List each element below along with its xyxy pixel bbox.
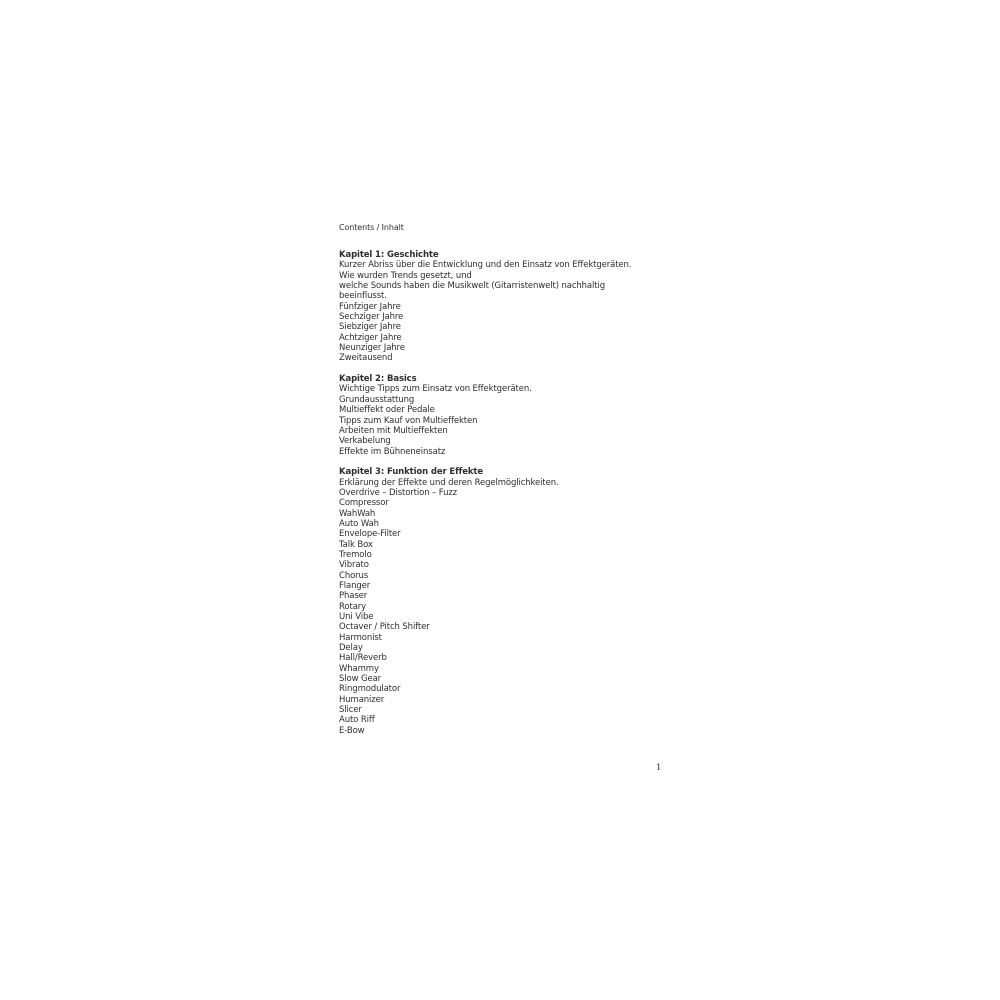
toc-line: Fünfziger Jahre xyxy=(339,301,401,312)
section-title: Kapitel 2: Basics xyxy=(339,374,417,385)
toc-line: Harmonist xyxy=(339,632,382,643)
toc-section-3 xyxy=(339,467,679,736)
toc-line: Multieffekt oder Pedale xyxy=(339,405,435,416)
toc-line: Siebziger Jahre xyxy=(339,322,401,333)
document-page xyxy=(339,0,679,1000)
toc-section-2 xyxy=(339,374,679,457)
toc-line: Whammy xyxy=(339,663,379,674)
toc-line: Zweitausend xyxy=(339,353,393,364)
toc-line: Auto Riff xyxy=(339,715,375,726)
toc-line: Sechziger Jahre xyxy=(339,312,404,323)
toc-line: welche Sounds haben die Musikwelt (Gitarristenwelt) nachhaltig xyxy=(339,281,605,292)
toc-line: Compressor xyxy=(339,498,389,509)
toc-line: Delay xyxy=(339,643,363,654)
toc-line: Wie wurden Trends gesetzt, und xyxy=(339,270,472,281)
toc-line: Chorus xyxy=(339,570,369,581)
toc-line: Kurzer Abriss über die Entwicklung und den Einsatz von Effektgeräten. xyxy=(339,260,632,271)
toc-line: Erklärung der Effekte und deren Regelmöglichkeiten. xyxy=(339,477,559,488)
section-title: Kapitel 1: Geschichte xyxy=(339,250,439,260)
toc-line: Vibrato xyxy=(339,560,369,571)
toc-line: Grundausstattung xyxy=(339,394,415,405)
toc-line: Arbeiten mit Multieffekten xyxy=(339,425,448,436)
toc-line: Tipps zum Kauf von Multieffekten xyxy=(339,415,478,426)
toc-line: Effekte im Bühneneinsatz xyxy=(339,446,446,457)
page-number: 1 xyxy=(656,763,662,773)
toc-header: Contents / Inhalt xyxy=(339,223,404,232)
toc-line: Wichtige Tipps zum Einsatz von Effektgeräten. xyxy=(339,384,532,395)
section-title: Kapitel 3: Funktion der Effekte xyxy=(339,467,483,478)
toc-sections xyxy=(339,250,679,747)
toc-line: Hall/Reverb xyxy=(339,653,387,664)
toc-line: Phaser xyxy=(339,591,368,602)
toc-line: Rotary xyxy=(339,601,367,612)
toc-line: Ringmodulator xyxy=(339,684,401,695)
toc-line: beeinflusst. xyxy=(339,291,387,302)
toc-line: Flanger xyxy=(339,581,371,591)
toc-line: Talk Box xyxy=(339,539,373,550)
toc-line: Auto Wah xyxy=(339,518,379,529)
toc-line: Uni Vibe xyxy=(339,612,374,623)
toc-line: WahWah xyxy=(339,508,376,519)
toc-line: Verkabelung xyxy=(339,436,391,447)
toc-line: Slow Gear xyxy=(339,674,382,685)
toc-line: Tremolo xyxy=(339,549,372,560)
toc-line: Achtziger Jahre xyxy=(339,332,402,343)
toc-line: Octaver / Pitch Shifter xyxy=(339,622,430,633)
toc-line: Slicer xyxy=(339,705,362,716)
toc-line: E-Bow xyxy=(339,725,365,736)
toc-line: Humanizer xyxy=(339,694,385,705)
toc-line: Overdrive – Distortion – Fuzz xyxy=(339,487,458,498)
toc-section-1 xyxy=(339,250,679,364)
toc-line: Envelope-Filter xyxy=(339,529,401,540)
toc-line: Neunziger Jahre xyxy=(339,343,405,354)
